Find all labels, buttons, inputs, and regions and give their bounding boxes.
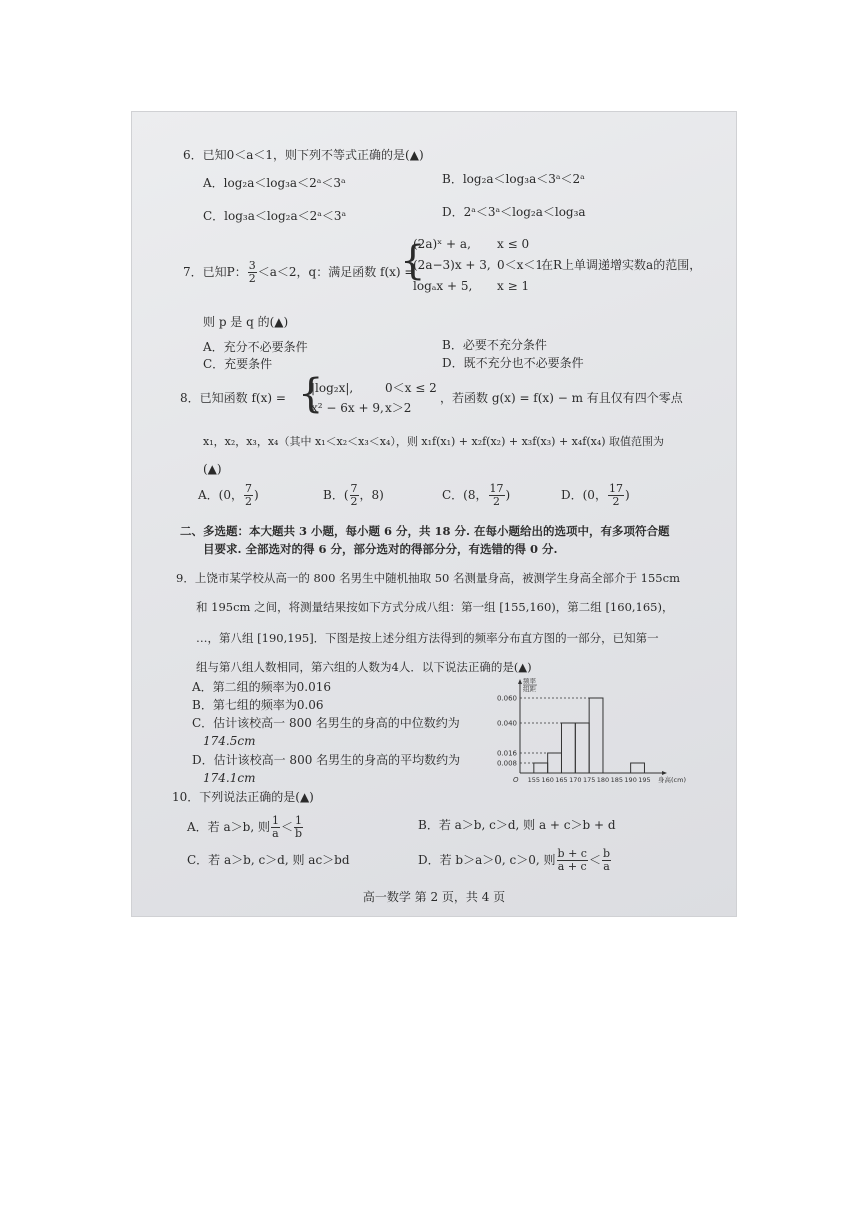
q7-fraction (248, 260, 257, 285)
q7-option-b: B．必要不充分条件 (442, 338, 547, 352)
x-axis-label: 身高(cm) (658, 776, 686, 784)
q8-a-den: 2 (244, 495, 252, 508)
q7-fraction-numerator: 3 (248, 259, 256, 272)
q10-a-n1: 1 (271, 814, 279, 827)
q10-a-pre: A．若 a＞b, 则 (187, 820, 270, 834)
q7-case-3: logₐx + 5, (413, 279, 473, 293)
x-tick-label: 160 (541, 776, 554, 784)
q6-stem: 6．已知0＜a＜1，则下列不等式正确的是(▲) (183, 148, 424, 162)
x-tick-label: 165 (555, 776, 568, 784)
q8-prefix: 8．已知函数 f(x) = (180, 391, 286, 405)
q8-a-post: ) (253, 488, 259, 502)
q7-prefix-text: 7．已知P： (183, 265, 247, 279)
q10-a-n2: 1 (294, 814, 302, 827)
x-tick-label: 195 (638, 776, 651, 784)
q6-option-d: D．2ᵃ＜3ᵃ＜log₂a＜log₃a (442, 205, 586, 219)
q10-a-d1: a (272, 827, 279, 840)
q9-option-d-line2: 174.1cm (203, 771, 256, 785)
q7-case-1: (2a)ˣ + a, (413, 237, 471, 251)
q8-c-den: 2 (493, 495, 500, 508)
q8-a-pre: A．(0， (198, 488, 243, 502)
q7-prefix (183, 260, 414, 285)
q9-line1: 9．上饶市某学校从高一的 800 名男生中随机抽取 50 名测量身高，被测学生身高全部介于 155cm (176, 571, 680, 585)
q8-d-num: 17 (608, 482, 623, 495)
q8-d-fraction (608, 483, 624, 508)
q9-option-c-line1: C．估计该校高一 800 名男生的身高的中位数约为 (192, 716, 460, 730)
histogram-bar (561, 723, 575, 773)
q9-option-c-line2: 174.5cm (203, 734, 256, 748)
frequency-histogram (480, 678, 710, 788)
q10-a-mid: ＜ (280, 820, 293, 834)
histogram-bar (548, 753, 562, 773)
q8-d-post: ) (624, 488, 630, 502)
q10-option-b: B．若 a＞b, c＞d, 则 a + c＞b + d (418, 818, 616, 832)
x-tick-label: 170 (569, 776, 582, 784)
q8-option-c (442, 483, 510, 508)
q7-tail: 在R上单调递增实数a的范围， (541, 258, 702, 272)
q10-d-pre: D．若 b＞a＞0, c＞0, 则 (418, 853, 556, 867)
q8-cond-1: 0＜x ≤ 2 (385, 381, 437, 395)
q8-c-num: 17 (489, 482, 504, 495)
q8-b-post: ，8) (359, 488, 384, 502)
x-tick-label: 185 (610, 776, 624, 784)
q6-option-c: C．log₃a＜log₂a＜2ᵃ＜3ᵃ (203, 209, 347, 223)
q9-option-b: B．第七组的频率为0.06 (192, 698, 324, 712)
q8-c-pre: C．(8， (442, 488, 488, 502)
q8-option-a (198, 483, 259, 508)
q8-c-fraction (489, 483, 505, 508)
q10-a-d2: b (294, 827, 303, 840)
section2-line2: 目要求. 全部选对的得 6 分，部分选对的得部分分，有选错的得 0 分. (203, 542, 558, 556)
q10-option-c: C．若 a＞b, c＞d, 则 ac＞bd (187, 853, 350, 867)
q8-d-den: 2 (612, 495, 620, 508)
q8-b-num: 7 (350, 482, 358, 495)
q9-line3: …，第八组 [190,195]．下图是按上述分组方法得到的频率分布直方图的一部分，已知第一 (196, 631, 659, 645)
q7-cond-2: 0＜x＜1 (497, 258, 544, 272)
q10-d-frac1 (557, 848, 588, 873)
x-axis-arrow (662, 771, 667, 775)
q8-cond-2: x＞2 (385, 401, 412, 415)
q10-option-a (187, 815, 304, 840)
y-tick-label: 0.016 (496, 749, 517, 758)
q8-d-pre: D．(0， (561, 488, 607, 502)
x-tick-label: 175 (582, 776, 596, 784)
histogram-bar (589, 698, 603, 773)
origin-label: O (513, 776, 519, 784)
x-tick-label: 155 (527, 776, 541, 784)
histogram-labels (497, 678, 686, 784)
q10-d-n1: b + c (557, 847, 587, 860)
q8-a-num: 7 (244, 482, 252, 495)
q10-option-d (418, 848, 612, 873)
q7-cond-3: x ≥ 1 (497, 279, 530, 293)
q8-b-den: 2 (350, 495, 358, 508)
q7-case-2: (2a−3)x + 3, (413, 258, 491, 272)
page-footer: 高一数学 第 2 页，共 4 页 (362, 890, 506, 904)
q7-option-a: A．充分不必要条件 (203, 340, 308, 354)
q10-a-frac1 (271, 815, 280, 840)
q7-option-c: C．充要条件 (203, 357, 273, 371)
q8-case-1: |log₂x|, (311, 381, 354, 395)
q8-brace: { (298, 371, 324, 417)
histogram-bar (631, 763, 645, 773)
q8-case-2: x² − 6x + 9, (311, 401, 384, 415)
q9-line2: 和 195cm 之间，将测量结果按如下方式分成八组：第一组 [155,160)，第二组 [160,165)， (196, 600, 674, 614)
section2-line1: 二、多选题：本大题共 3 小题，每小题 6 分，共 18 分. 在每小题给出的选项中，有多项符合题 (180, 524, 670, 538)
q7-option-d: D．既不充分也不必要条件 (442, 356, 584, 370)
y-tick-label: 0.040 (496, 719, 517, 728)
x-tick-label: 180 (596, 776, 610, 784)
q8-option-b (323, 483, 384, 508)
q7-brace: { (400, 238, 426, 284)
q8-line3: (▲) (203, 462, 222, 476)
q9-line4: 组与第八组人数相同，第六组的人数为4人．以下说法正确的是(▲) (196, 660, 532, 674)
q10-d-n2: b (602, 847, 611, 860)
q7-fraction-denominator: 2 (248, 272, 256, 285)
q10-d-mid: ＜ (588, 853, 601, 867)
histogram-bar (575, 723, 589, 773)
q7-cond-1: x ≤ 0 (497, 237, 530, 251)
q7-line2: 则 p 是 q 的(▲) (203, 315, 289, 329)
q10-a-frac2 (294, 815, 303, 840)
y-tick-label: 0.060 (496, 694, 517, 703)
q8-b-pre: B．( (323, 488, 349, 502)
histogram-bars (520, 698, 644, 773)
q8-c-post: ) (505, 488, 511, 502)
histogram-axes (518, 679, 667, 775)
q8-option-d (561, 483, 630, 508)
q10-d-d1: a + c (557, 860, 587, 873)
q6-option-a: A．log₂a＜log₃a＜2ᵃ＜3ᵃ (203, 176, 346, 190)
q8-a-fraction (244, 483, 253, 508)
q7-mid-text: ＜a＜2，q：满足函数 f(x) = (257, 265, 415, 279)
histogram-bar (534, 763, 548, 773)
q10-d-d2: a (603, 860, 610, 873)
y-axis-label-bottom: 组距 (523, 685, 536, 693)
q8-line2: x₁，x₂，x₃，x₄（其中 x₁＜x₂＜x₃＜x₄），则 x₁f(x₁) + x₂f(x₂) + x₃f(x₃) + x₄f(x₄) 取值范围为 (203, 435, 665, 448)
y-axis-arrow (518, 679, 522, 684)
q9-option-d-line1: D．估计该校高一 800 名男生的身高的平均数约为 (192, 753, 461, 767)
y-axis-label-top: 频率 (523, 678, 536, 685)
q6-option-b: B．log₂a＜log₃a＜3ᵃ＜2ᵃ (442, 172, 585, 186)
q8-b-fraction (350, 483, 359, 508)
q9-option-a: A．第二组的频率为0.016 (192, 680, 332, 694)
q10-d-frac2 (602, 848, 611, 873)
y-tick-label: 0.008 (496, 759, 517, 768)
q8-tail: ，若函数 g(x) = f(x) − m 有且仅有四个零点 (440, 391, 683, 405)
x-tick-label: 190 (624, 776, 637, 784)
q10-stem: 10．下列说法正确的是(▲) (172, 790, 314, 804)
